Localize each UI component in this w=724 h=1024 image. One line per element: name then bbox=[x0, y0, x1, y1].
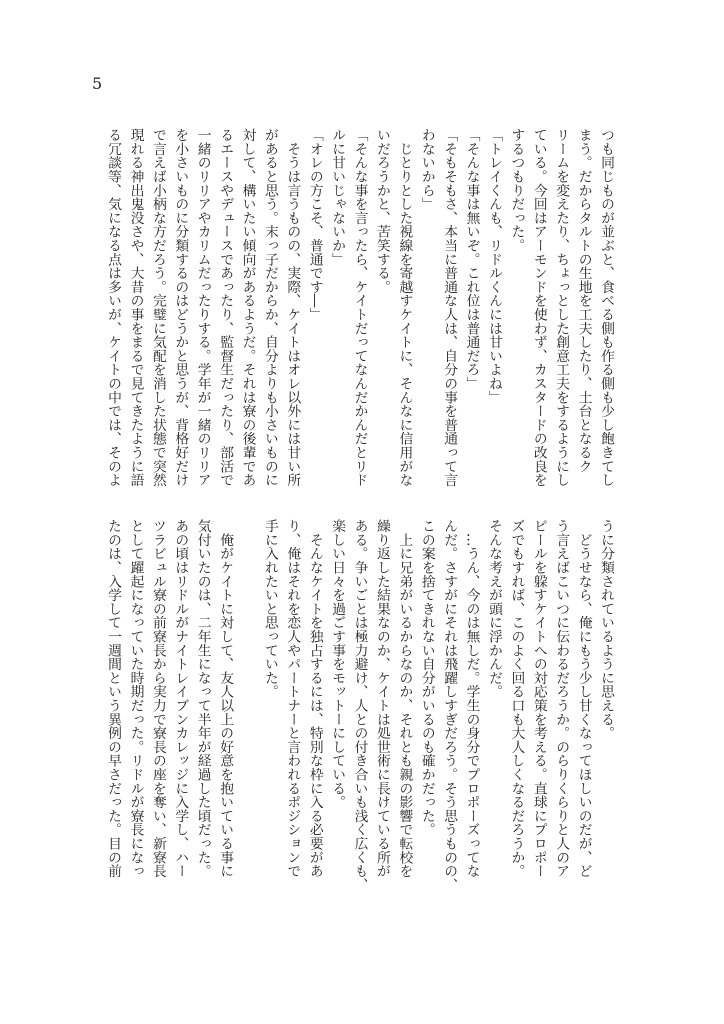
text-line: じとりとした視線を寄越すケイトに、そんなに信用がな bbox=[396, 128, 413, 487]
text-line: 楽しい日々を過ごす事をモットーにしている。 bbox=[329, 519, 346, 809]
upper-text-block bbox=[101, 128, 617, 498]
text-line: そんなケイトを独占するには、特別な枠に入る必要があ bbox=[306, 519, 323, 878]
text-line: たのは、入学して一週間という異例の早さだった。目の前 bbox=[105, 519, 122, 878]
text-line: 対して、構いたい傾向があるようだ。それは寮の後輩であ bbox=[239, 128, 256, 487]
text-line: り、俺はそれを恋人やパートナーと言われるポジションで bbox=[284, 519, 301, 878]
text-line: いだろうかと、苦笑する。 bbox=[373, 128, 390, 294]
text-line: 「そもそもさ、本当に普通な人は、自分の事を普通って言 bbox=[441, 128, 458, 487]
text-line: るエースやデュースであったり、監督生だったり、部活で bbox=[217, 128, 234, 487]
text-line: ツラビュル寮の前寮長から実力で寮長の座を奪い、新寮長 bbox=[149, 519, 166, 878]
text-line: ある。争いごとは極力避け、人との付き合いも浅く広くも、 bbox=[351, 519, 368, 892]
text-line: として躍起になっていた時期だった。リドルが寮長になっ bbox=[127, 519, 144, 878]
text-line: う言えばこいつに伝わるだろうか。のらりくらりと人のア bbox=[553, 519, 570, 878]
text-line: 気付いたのは、二年生になって半年が経過した頃だった。 bbox=[194, 519, 211, 878]
text-line: 「オレの方こそ、普通です―」 bbox=[306, 128, 323, 322]
text-line: 繰り返した結果なのか、ケイトは処世術に長けている所が bbox=[373, 519, 390, 878]
lower-text-block bbox=[101, 519, 617, 892]
text-line: 一緒のリリアやカリムだったりする。学年が一緒のリリア bbox=[194, 128, 211, 487]
text-line: 手に入れたいと思っていた。 bbox=[261, 519, 278, 699]
text-line: わないから」 bbox=[418, 128, 435, 211]
text-line: ピールを躱すケイトへの対応策を考える。直球にプロポー bbox=[530, 519, 547, 878]
text-line: あの頃はリドルがナイトレイブンカレッジに入学し、ハー bbox=[172, 519, 189, 878]
page-number: 5 bbox=[92, 74, 103, 93]
text-line: 「そんな事は無いぞ。これ位は普通だろ」 bbox=[463, 128, 480, 391]
text-line: ズでもすれば、このよく回る口も大人しくなるだろうか。 bbox=[508, 519, 525, 878]
text-line: うに分類されているように思える。 bbox=[598, 519, 614, 740]
text-line: で言えば小柄な方だろう。完璧に気配を消した状態で突然 bbox=[149, 128, 166, 487]
text-line: この案を捨てきれない自分がいるのも確かだった。 bbox=[418, 519, 435, 837]
text-line: リームを変えたり、ちょっとした創意工夫をするようにし bbox=[553, 128, 570, 487]
text-line: ルに甘いじゃないか」 bbox=[329, 128, 346, 266]
text-line: る冗談等、気になる点は多いが、ケイトの中では、そのよ bbox=[105, 128, 122, 487]
text-line: …うん、今のは無しだ。学生の身分でプロポーズってな bbox=[463, 519, 480, 878]
text-line: つも同じものが並ぶと、食べる側も作る側も少し飽きてし bbox=[598, 128, 614, 487]
text-line: 「トレイくんも、リドルくんには甘いよね」 bbox=[485, 128, 502, 404]
text-line: そんな考えが頭に浮かんだ。 bbox=[485, 519, 502, 699]
text-line: まう。だからタルトの生地を工夫したり、土台となるク bbox=[575, 128, 592, 473]
text-line: 現れる神出鬼没さや、大昔の事をまるで見てきたように語 bbox=[127, 128, 144, 487]
text-line bbox=[236, 519, 258, 889]
text-line: 俺がケイトに対して、友人以上の好意を抱いている事に bbox=[217, 519, 234, 878]
text-line: するつもりだった。 bbox=[508, 128, 525, 253]
text-line: そうは言うものの、実際、ケイトはオレ以外には甘い所 bbox=[284, 128, 301, 487]
text-line: んだ。さすがにそれは飛躍しすぎだろう。そう思うものの、 bbox=[441, 519, 458, 892]
text-line: どうせなら、俺にもう少し甘くなってほしいのだが、ど bbox=[575, 519, 592, 878]
text-line: があると思う。末っ子だからか、自分よりも小さいものに bbox=[261, 128, 278, 487]
text-line: 上に兄弟がいるからなのか、それとも親の影響で転校を bbox=[396, 519, 413, 878]
text-line: ている。今回はアーモンドを使わず、カスタードの改良を bbox=[530, 128, 547, 487]
text-line: を小さいものに分類するのはどうかと思うが、背格好だけ bbox=[172, 128, 189, 487]
text-line: 「そんな事を言ったら、ケイトだってなんだかんだとリド bbox=[351, 128, 368, 487]
